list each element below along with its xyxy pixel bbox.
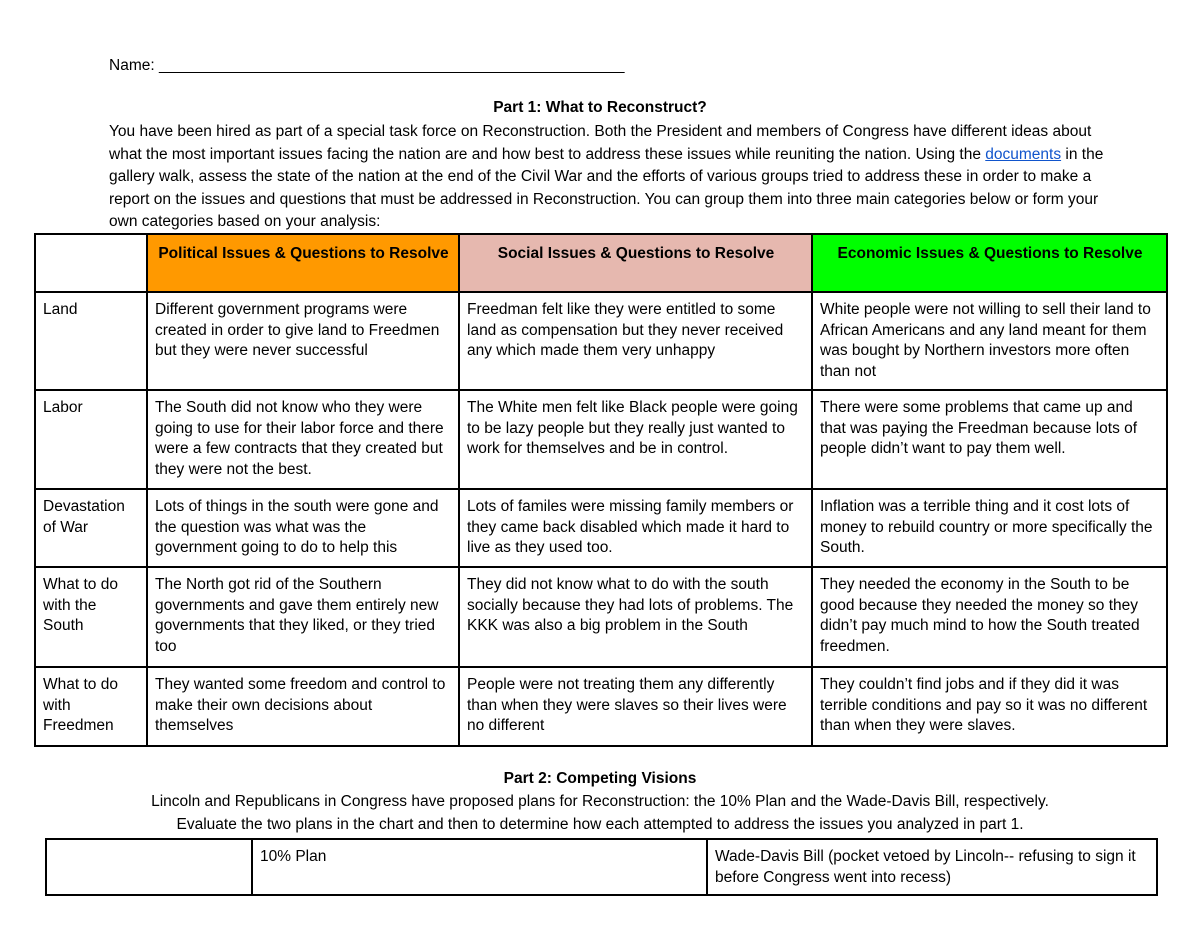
row-topic: Devastation of War — [35, 489, 147, 567]
header-economic: Economic Issues & Questions to Resolve — [812, 234, 1167, 292]
economic-cell[interactable]: There were some problems that came up and that was paying the Freedman because lots of people didn’t want to pay them well. — [812, 390, 1167, 489]
table-row — [35, 489, 1167, 567]
header-cell-blank — [46, 839, 252, 895]
social-cell[interactable]: People were not treating them any differently than when they were slaves so their lives were no different — [459, 667, 812, 746]
table-row — [35, 667, 1167, 746]
political-cell[interactable]: The North got rid of the Southern governments and gave them entirely new governments that they liked, or they tried too — [147, 567, 459, 667]
intro-text-end: in the gallery walk, assess the state of the nation at the end of the Civil War and the efforts of various groups tried to address these in order to make a report on the issues and questions that must be addressed in Reconstruction. You can group them into three main categories below or form your own categories based on your analysis: — [109, 145, 1104, 230]
name-field-label[interactable]: Name: ______________________________________________________ — [109, 57, 625, 74]
table-header-row — [46, 839, 1157, 895]
economic-cell[interactable]: White people were not willing to sell their land to African Americans and any land meant for them was bought by Northern investors more often than not — [812, 292, 1167, 390]
part2-desc-line1: Lincoln and Republicans in Congress have proposed plans for Reconstruction: the 10% Plan and the Wade-Davis Bill, respectively. — [151, 793, 1049, 810]
political-cell[interactable]: Lots of things in the south were gone and the question was what was the government going to do to help this — [147, 489, 459, 567]
part1-intro — [109, 121, 1109, 234]
row-topic: What to do with Freedmen — [35, 667, 147, 746]
documents-link[interactable]: documents — [985, 145, 1062, 163]
row-topic: Labor — [35, 390, 147, 489]
social-cell[interactable]: Lots of familes were missing family members or they came back disabled which made it hard to live as they used too. — [459, 489, 812, 567]
economic-cell[interactable]: They couldn’t find jobs and if they did it was terrible conditions and pay so it was no different than when they were slaves. — [812, 667, 1167, 746]
header-social: Social Issues & Questions to Resolve — [459, 234, 812, 292]
header-cell-topic — [35, 234, 147, 292]
social-cell[interactable]: They did not know what to do with the south socially because they had lots of problems. The KKK was also a big problem in the South — [459, 567, 812, 667]
social-cell[interactable]: The White men felt like Black people were going to be lazy people but they really just wanted to work for themselves and be in control. — [459, 390, 812, 489]
part2-desc-line2: Evaluate the two plans in the chart and then to determine how each attempted to address the issues you analyzed in part 1. — [176, 816, 1024, 833]
table-header-row — [35, 234, 1167, 292]
political-cell[interactable]: Different government programs were created in order to give land to Freedmen but they were never successful — [147, 292, 459, 390]
part2-plans-table — [45, 838, 1158, 896]
table-row — [35, 567, 1167, 667]
header-political: Political Issues & Questions to Resolve — [147, 234, 459, 292]
economic-cell[interactable]: They needed the economy in the South to be good because they needed the money so they didn’t pay much mind to how the South treated freedmen. — [812, 567, 1167, 667]
header-ten-percent-plan: 10% Plan — [252, 839, 707, 895]
row-topic: What to do with the South — [35, 567, 147, 667]
header-wade-davis-bill: Wade-Davis Bill (pocket vetoed by Lincoln-- refusing to sign it before Congress went into recess) — [707, 839, 1157, 895]
row-topic: Land — [35, 292, 147, 390]
social-cell[interactable]: Freedman felt like they were entitled to some land as compensation but they never received any which made them very unhappy — [459, 292, 812, 390]
part1-title: Part 1: What to Reconstruct? — [493, 99, 707, 116]
part1-issues-table — [34, 233, 1168, 747]
political-cell[interactable]: The South did not know who they were going to use for their labor force and there were a few contracts that they created but they were not the best. — [147, 390, 459, 489]
political-cell[interactable]: They wanted some freedom and control to make their own decisions about themselves — [147, 667, 459, 746]
intro-text-start: You have been hired as part of a special task force on Reconstruction. Both the President and members of Congress have different ideas about what the most important issues facing the nation are and how best to address these issues while reuniting the nation. Using the — [109, 123, 1092, 163]
table-row — [35, 292, 1167, 390]
table-row — [35, 390, 1167, 489]
part2-title: Part 2: Competing Visions — [503, 770, 697, 787]
economic-cell[interactable]: Inflation was a terrible thing and it cost lots of money to rebuild country or more specifically the South. — [812, 489, 1167, 567]
